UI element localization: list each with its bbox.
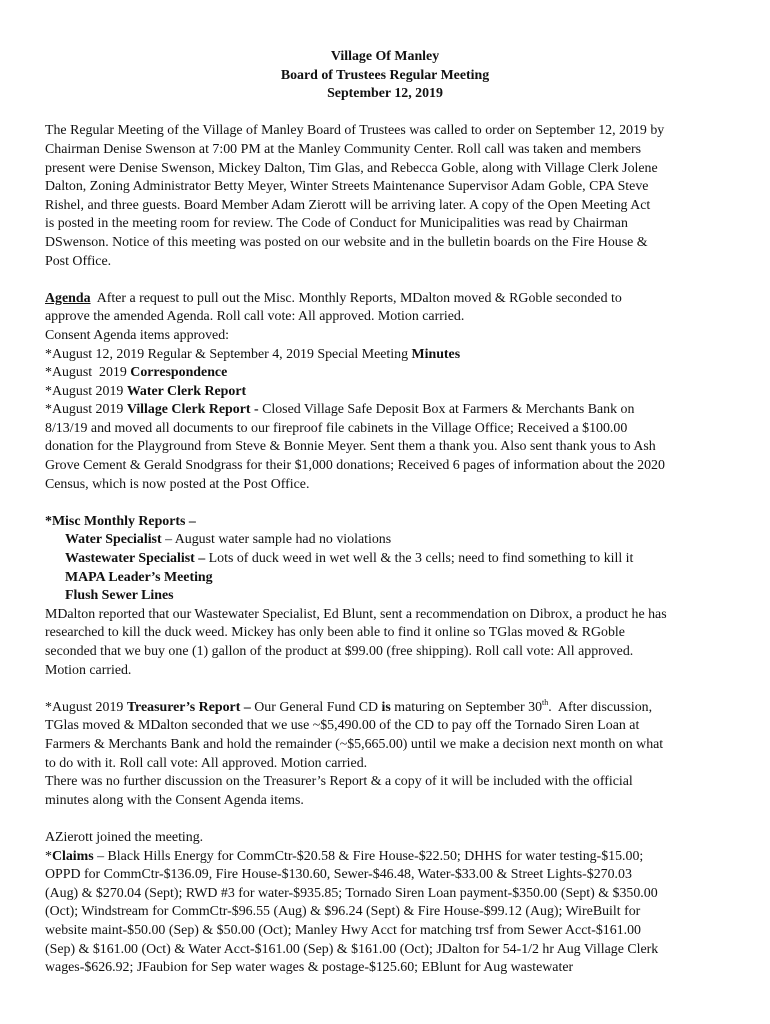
- consent-item-correspondence: *August 2019 Correspondence: [45, 365, 228, 381]
- text-line: TGlas moved & MDalton seconded that we use ~$5,490.00 of the CD to pay off the Tornado Siren Loan at: [45, 718, 640, 734]
- text-line: minutes along with the Consent Agenda items.: [45, 792, 304, 808]
- text-line: to do with it. Roll call vote: All approved. Motion carried.: [45, 755, 368, 771]
- text-line: OPPD for CommCtr-$136.09, Fire House-$130.60, Sewer-$46.48, Water-$33.00 & Street Lights-$270.03: [45, 867, 632, 883]
- claims-section: [45, 829, 725, 978]
- text-line: (Oct); Windstream for CommCtr-$96.55 (Aug) & $96.24 (Sept) & Fire House-$99.12 (Aug); WireBuilt for: [45, 904, 641, 920]
- text-line: wages-$626.92; JFaubion for Sep water wages & postage-$125.60; EBlunt for Aug wastewater: [45, 960, 574, 976]
- text-line: donation for the Playground from Steve & Bonnie Meyer. Sent them a thank you. Also sent thank yous to Ash: [45, 439, 656, 455]
- text-line: DSwenson. Notice of this meeting was posted on our website and in the bulletin boards on the Fire House &: [45, 234, 648, 250]
- text-line: is posted in the meeting room for review. The Code of Conduct for Municipalities was read by Chairman: [45, 216, 628, 232]
- claims-line: *Claims – Black Hills Energy for CommCtr-$20.58 & Fire House-$22.50; DHHS for water testing-$15.00;: [45, 848, 644, 864]
- text-line: Chairman Denise Swenson at 7:00 PM at the Manley Community Center. Roll call was taken and members: [45, 141, 642, 157]
- meeting-title: Board of Trustees Regular Meeting: [280, 67, 490, 83]
- treasurer-line: *August 2019 Treasurer’s Report – Our General Fund CD is maturing on September 30th. After discussion,: [45, 697, 653, 715]
- text-line: present were Denise Swenson, Mickey Dalton, Tim Glas, and Rebecca Goble, along with Village Clerk Jolene: [45, 160, 658, 176]
- opening-paragraph: [45, 122, 725, 271]
- text-line: approve the amended Agenda. Roll call vote: All approved. Motion carried.: [45, 309, 465, 325]
- misc-reports-section: [45, 513, 725, 680]
- document-page: [45, 48, 725, 996]
- consent-item-water-clerk: *August 2019 Water Clerk Report: [45, 383, 247, 399]
- text-line: MDalton reported that our Wastewater Specialist, Ed Blunt, sent a recommendation on Dibrox, a product he has: [45, 606, 667, 622]
- text-line: 8/13/19 and moved all documents to our fireproof file cabinets in the Village Office; Received a $100.00: [45, 420, 628, 436]
- treasurer-section: [45, 699, 725, 811]
- flush-sewer-line: Flush Sewer Lines: [65, 588, 174, 604]
- text-line: (Sep) & $161.00 (Oct) & Water Acct-$161.00 (Sep) & $161.00 (Oct); JDalton for 54-1/2 hr Aug Village Clerk: [45, 941, 659, 957]
- text-line: Farmers & Merchants Bank and hold the remainder (~$5,665.00) until we make a decision next month on what: [45, 736, 664, 752]
- text-line: seconded that we buy one (1) gallon of the product at $99.00 (free shipping). Roll call vote: All approved.: [45, 644, 634, 659]
- agenda-section: [45, 290, 725, 495]
- text-line: Agenda After a request to pull out the Misc. Monthly Reports, MDalton moved & RGoble seconded to: [45, 290, 622, 306]
- text-line: website maint-$50.00 (Sep) & $50.00 (Oct); Manley Hwy Acct for matching trsf from Sewer Acct-$161.00: [45, 922, 642, 938]
- consent-item-minutes: *August 12, 2019 Regular & September 4, 2019 Special Meeting Minutes: [45, 346, 461, 362]
- text-line: researched to kill the duck weed. Mickey has only been able to find it online so TGlas moved & RGoble: [45, 625, 625, 641]
- text-line: (Aug) & $270.04 (Sept); RWD #3 for water-$935.85; Tornado Siren Loan payment-$350.00 (Sept) & $350.00: [45, 885, 658, 901]
- misc-heading: *Misc Monthly Reports –: [45, 513, 196, 529]
- text-line: Dalton, Zoning Administrator Betty Meyer, Winter Streets Maintenance Supervisor Adam Goble, CPA Steve: [45, 179, 649, 195]
- wastewater-specialist-line: Wastewater Specialist – Lots of duck weed in wet well & the 3 cells; need to find something to kill it: [65, 551, 634, 567]
- text-line: Grove Cement & Gerald Snodgrass for their $1,000 donations; Received 6 pages of information about the 2020: [45, 458, 665, 474]
- mapa-line: MAPA Leader’s Meeting: [65, 569, 213, 585]
- text-line: The Regular Meeting of the Village of Manley Board of Trustees was called to order on September 12, 2019 by: [45, 123, 665, 139]
- village-name: Village Of Manley: [330, 49, 440, 64]
- text-line: Census, which is now posted at the Post Office.: [45, 476, 310, 492]
- meeting-date: September 12, 2019: [327, 86, 443, 102]
- text-line: There was no further discussion on the Treasurer’s Report & a copy of it will be included with the official: [45, 774, 633, 790]
- consent-item-village-clerk: *August 2019 Village Clerk Report - Closed Village Safe Deposit Box at Farmers & Merchants Bank on: [45, 402, 635, 418]
- text-line: Rishel, and three guests. Board Member Adam Zierott will be arriving later. A copy of the Open Meeting Act: [45, 197, 651, 213]
- text-line: Motion carried.: [45, 662, 132, 678]
- agenda-label: Agenda: [45, 290, 91, 306]
- text-line: Post Office.: [45, 253, 112, 269]
- document-header: [45, 48, 725, 104]
- text-line: Consent Agenda items approved:: [45, 327, 230, 343]
- text-line: AZierott joined the meeting.: [45, 829, 204, 845]
- water-specialist-line: Water Specialist – August water sample had no violations: [65, 532, 392, 548]
